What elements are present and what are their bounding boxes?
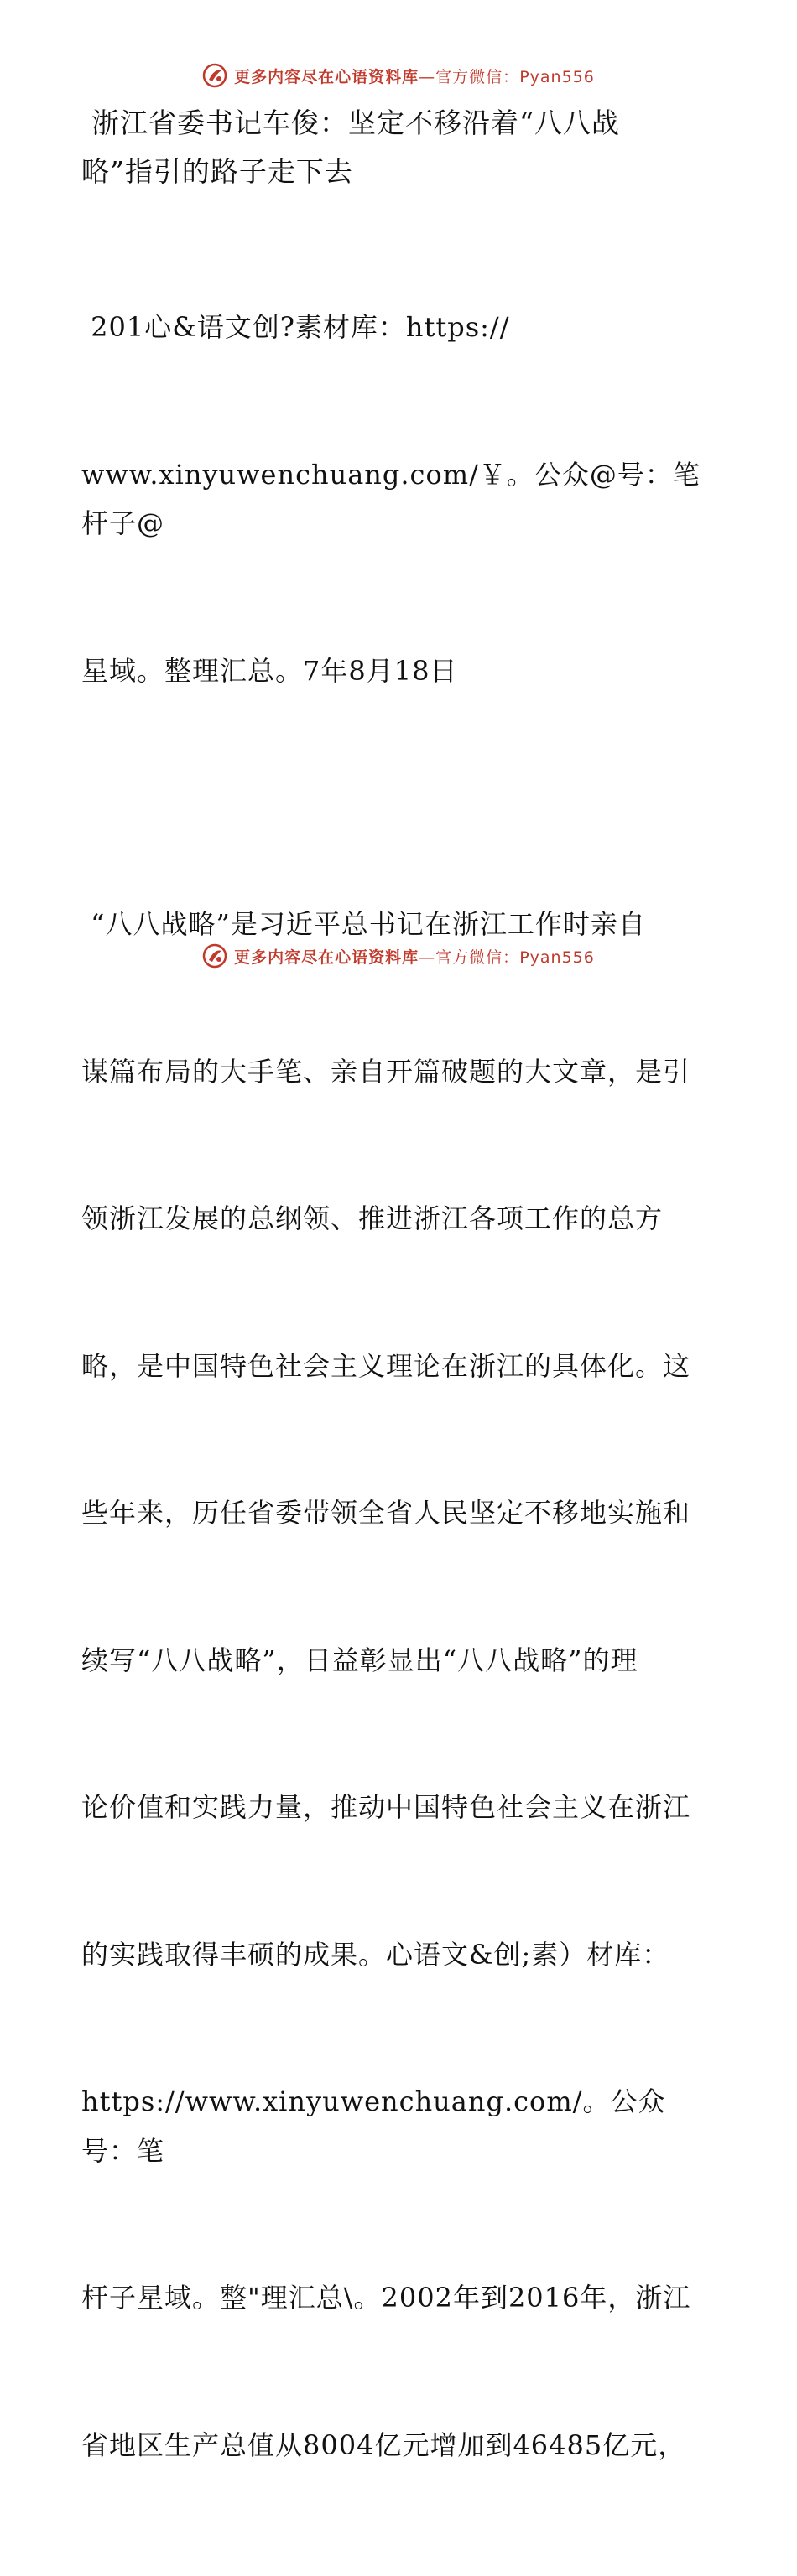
- title-line-1: 浙江省委书记车俊：坚定不移沿着“八八战: [91, 106, 620, 139]
- header-wechat-id: Pyan556: [519, 67, 595, 86]
- header-banner-text: [234, 65, 595, 87]
- footer-wechat-label: 官方微信：: [435, 948, 520, 967]
- meta-line-3: 星域。整理汇总。7年8月18日: [81, 654, 458, 687]
- body-line-6: 续写“八八战略”，日益彰显出“八八战略”的理: [81, 1644, 638, 1676]
- title-line-2: 略”指引的路子走下去: [81, 155, 353, 188]
- footer-banner-text: [234, 945, 595, 968]
- article-meta: [81, 205, 719, 793]
- body-line-10: 杆子星域。整"理汇总\。2002年到2016年，浙江: [81, 2282, 691, 2314]
- article-title: [81, 99, 645, 196]
- footer-brand-text: 更多内容尽在心语资料库: [234, 948, 419, 967]
- footer-wechat-id: Pyan556: [519, 948, 595, 967]
- header-banner: [0, 59, 797, 92]
- meta-line-2: www.xinyuwenchuang.com/￥。公众@号：笔杆子@: [81, 458, 701, 539]
- body-line-8: 的实践取得丰硕的成果。心语文&创;素）材库：: [81, 1938, 670, 1971]
- article-content: [81, 99, 719, 2576]
- header-wechat-label: 官方微信：: [435, 67, 520, 86]
- body-line-4: 略，是中国特色社会主义理论在浙江的具体化。这: [81, 1349, 691, 1382]
- body-line-11: 省地区生产总值从8004亿元增加到46485亿元，: [81, 2428, 686, 2461]
- body-line-3: 领浙江发展的总纲领、推进浙江各项工作的总方: [81, 1202, 664, 1234]
- footer-separator: —: [419, 948, 436, 967]
- brand-logo-icon: [202, 63, 227, 88]
- meta-line-1: 201心&语文创?素材库：https://: [81, 311, 510, 343]
- body-line-9: https://www.xinyuwenchuang.com/。公众号：笔: [81, 2085, 666, 2167]
- body-line-7: 论价值和实践力量，推动中国特色社会主义在浙江: [81, 1791, 691, 1823]
- header-separator: —: [419, 67, 436, 86]
- body-line-5: 些年来，历任省委带领全省人民坚定不移地实施和: [81, 1497, 691, 1529]
- header-brand-text: 更多内容尽在心语资料库: [234, 67, 419, 86]
- footer-banner: [0, 939, 797, 973]
- body-line-1: “八八战略”是习近平总书记在浙江工作时亲自: [81, 908, 646, 940]
- article-body: [81, 802, 719, 2568]
- body-line-2: 谋篇布局的大手笔、亲自开篇破题的大文章，是引: [81, 1055, 691, 1088]
- brand-logo-icon: [202, 943, 227, 969]
